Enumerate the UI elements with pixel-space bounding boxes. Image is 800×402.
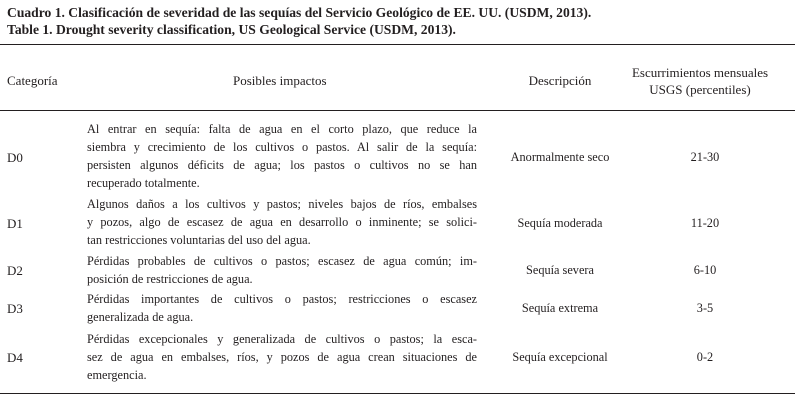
row-description: Anormalmente seco bbox=[510, 150, 610, 164]
row-description: Sequía severa bbox=[526, 263, 594, 277]
row-impacts bbox=[87, 290, 477, 326]
impact-line: y pozos, algo de escasez de agua en desarrollo o inminente; se solici- bbox=[87, 215, 477, 229]
impact-line: tan restricciones voluntarias del uso del agua. bbox=[87, 233, 311, 247]
impact-line: Pérdidas probables de cultivos o pastos; escasez de agua común; im- bbox=[87, 254, 477, 268]
row-percentiles: 6-10 bbox=[693, 263, 717, 277]
row-percentiles: 11-20 bbox=[690, 216, 720, 230]
row-category: D1 bbox=[7, 216, 23, 231]
impact-line: Pérdidas excepcionales y generalizada de cultivos o pastos; la esca- bbox=[87, 332, 477, 346]
row-percentiles: 0-2 bbox=[696, 350, 714, 364]
header-categoria: Categoría bbox=[7, 73, 58, 88]
header-escurrimientos-line1: Escurrimientos mensuales bbox=[631, 65, 769, 80]
top-rule bbox=[0, 44, 795, 45]
row-category: D0 bbox=[7, 150, 23, 165]
impact-line: Pérdidas importantes de cultivos o pastos; restricciones o escasez bbox=[87, 292, 477, 306]
row-impacts bbox=[87, 195, 477, 249]
row-percentiles: 21-30 bbox=[690, 150, 720, 164]
impact-line: sez de agua en embalses, ríos, y pozos de agua crean situaciones de bbox=[87, 350, 477, 364]
impact-line: siembra y crecimiento de los cultivos o pastos. Al salir de la sequía: bbox=[87, 140, 477, 154]
impact-line: Algunos daños a los cultivos y pastos; niveles bajos de ríos, embalses bbox=[87, 197, 477, 211]
row-impacts bbox=[87, 330, 477, 384]
row-category: D4 bbox=[7, 350, 23, 365]
table-caption-english: Table 1. Drought severity classification, US Geological Service (USDM, 2013). bbox=[7, 22, 456, 37]
row-category: D2 bbox=[7, 263, 23, 278]
header-descripcion: Descripción bbox=[528, 73, 592, 88]
row-description: Sequía moderada bbox=[517, 216, 603, 230]
bottom-rule bbox=[0, 393, 795, 394]
header-rule bbox=[0, 110, 795, 111]
header-posibles-impactos: Posibles impactos bbox=[233, 73, 327, 88]
impact-line: recuperado totalmente. bbox=[87, 176, 200, 190]
impact-line: posición de restricciones de agua. bbox=[87, 272, 253, 286]
impact-line: Al entrar en sequía: falta de agua en el corto plazo, que reduce la bbox=[87, 122, 477, 136]
row-category: D3 bbox=[7, 301, 23, 316]
header-escurrimientos-line2: USGS (percentiles) bbox=[649, 82, 751, 97]
impact-line: generalizada de agua. bbox=[87, 310, 194, 324]
row-description: Sequía excepcional bbox=[512, 350, 608, 364]
row-percentiles: 3-5 bbox=[696, 301, 714, 315]
impact-line: emergencia. bbox=[87, 368, 147, 382]
table-caption-spanish: Cuadro 1. Clasificación de severidad de las sequías del Servicio Geológico de EE. UU. (USDM, 2013). bbox=[7, 5, 592, 20]
row-description: Sequía extrema bbox=[521, 301, 599, 315]
row-impacts bbox=[87, 120, 477, 192]
row-impacts bbox=[87, 252, 477, 288]
header-escurrimientos bbox=[610, 64, 790, 98]
impact-line: persisten algunos déficits de agua; los pastos o cultivos no se han bbox=[87, 158, 477, 172]
